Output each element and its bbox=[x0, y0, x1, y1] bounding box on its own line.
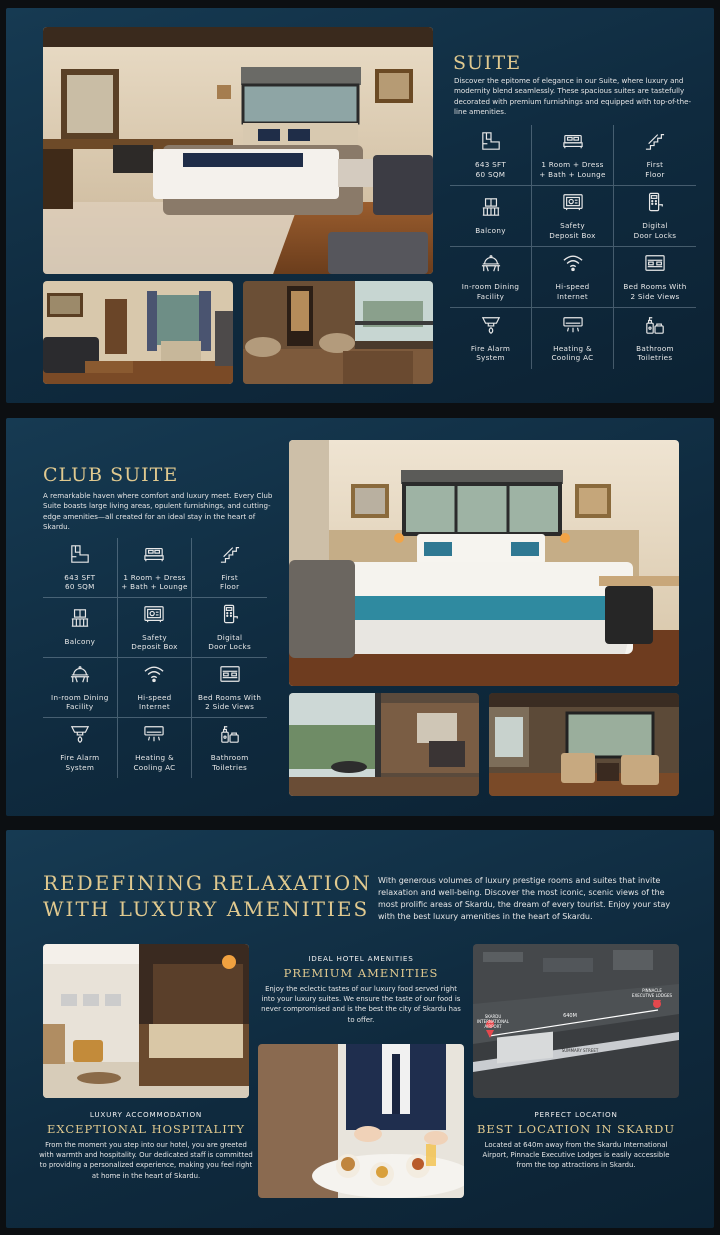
suite-feature-safe bbox=[532, 186, 614, 247]
feature-label: Bed Rooms With 2 Side Views bbox=[198, 692, 262, 711]
suite-feature-digital-lock bbox=[614, 186, 696, 247]
club-suite-feature-wifi bbox=[118, 658, 193, 718]
suite-description: Discover the epitome of elegance in our Suite, where luxury and modernity blend seamlessly. These spacious suites are tastefully decorated with premium furnishings and equipped with top-of-the-line amenities. bbox=[454, 76, 692, 117]
suite-feature-balcony bbox=[450, 186, 532, 247]
club-suite-feature-bed bbox=[118, 538, 193, 598]
safe-icon bbox=[562, 192, 584, 221]
toiletries-icon bbox=[644, 315, 666, 344]
premium-food-service-photo bbox=[258, 1044, 464, 1198]
map-lodges-label: PINNACLE EXECUTIVE LODGES bbox=[631, 988, 673, 998]
club-suite-feature-bed-side-view bbox=[192, 658, 267, 718]
bed-icon bbox=[562, 131, 584, 160]
bed-side-view-icon bbox=[644, 253, 666, 282]
feature-label: Digital Door Locks bbox=[633, 221, 677, 240]
floor-plan-icon bbox=[69, 544, 91, 573]
amenities-intro: With generous volumes of luxury prestige rooms and suites that invite relaxation and well-being. Discover the most iconic, scenic views of the most prolific areas of Skardu, the dream of every tourist. Enjoy your stay with the best luxury amenities in the heart of Skardu. bbox=[378, 876, 671, 921]
premium-text: Enjoy the eclectic tastes of our luxury food served right into your luxury suites. We ensure the taste of our food is never compromised and is the best the city of Skardu has to offer. bbox=[261, 985, 461, 1024]
feature-label: Hi-speed Internet bbox=[137, 692, 172, 711]
club-suite-feature-toiletries bbox=[192, 718, 267, 778]
amenities-heading bbox=[43, 870, 372, 922]
feature-label: Digital Door Locks bbox=[208, 632, 251, 651]
floor-plan-icon bbox=[480, 131, 502, 160]
suite-lounge-photo bbox=[43, 281, 233, 384]
feature-label: Fire Alarm System bbox=[60, 753, 100, 772]
location-map[interactable] bbox=[473, 944, 679, 1098]
feature-label: Balcony bbox=[64, 637, 96, 647]
feature-label: Bathroom Toiletries bbox=[636, 343, 674, 362]
suite-feature-floor-plan bbox=[450, 125, 532, 186]
feature-label: In-room Dining Facility bbox=[461, 282, 520, 301]
map-airport-label: SKARDU INTERNATIONAL AIRPORT bbox=[476, 1014, 510, 1029]
amenities-panel bbox=[6, 830, 714, 1228]
feature-label: 1 Room + Dress + Bath + Lounge bbox=[539, 160, 606, 179]
club-suite-feature-safe bbox=[118, 598, 193, 658]
suite-feature-fire-alarm bbox=[450, 308, 532, 369]
hospitality-text: From the moment you step into our hotel, you are greeted with warmth and hospitality. Our dedicated staff is committed to providing a personalized experience, making you feel right at home in the heart of Skardu. bbox=[39, 1141, 253, 1180]
hospitality-lobby-photo bbox=[43, 944, 249, 1098]
club-suite-lounge-photo bbox=[489, 693, 679, 796]
feature-label: 1 Room + Dress + Bath + Lounge bbox=[121, 572, 188, 591]
digital-lock-icon bbox=[644, 192, 666, 221]
club-suite-bedroom-photo bbox=[289, 440, 679, 686]
feature-label: Bed Rooms With 2 Side Views bbox=[623, 282, 687, 301]
suite-feature-bed bbox=[532, 125, 614, 186]
map-road-label: SUMMARY STREET bbox=[561, 1048, 599, 1053]
location-kicker: PERFECT LOCATION bbox=[534, 1110, 618, 1119]
suite-feature-air-conditioner bbox=[532, 308, 614, 369]
club-suite-feature-balcony bbox=[43, 598, 118, 658]
club-suite-feature-stairs bbox=[192, 538, 267, 598]
toiletries-icon bbox=[219, 724, 241, 753]
wifi-icon bbox=[562, 253, 584, 282]
bed-icon bbox=[143, 544, 165, 573]
stairs-icon bbox=[219, 544, 241, 573]
club-suite-panel bbox=[6, 418, 714, 816]
balcony-icon bbox=[480, 197, 502, 226]
club-suite-feature-dining bbox=[43, 658, 118, 718]
premium-kicker: IDEAL HOTEL AMENITIES bbox=[308, 954, 414, 963]
safe-icon bbox=[143, 604, 165, 633]
feature-label: Heating & Cooling AC bbox=[133, 753, 176, 772]
balcony-icon bbox=[69, 608, 91, 637]
suite-panel bbox=[6, 8, 714, 403]
fire-alarm-icon bbox=[69, 724, 91, 753]
feature-label: First Floor bbox=[219, 572, 240, 591]
map-distance-label: 640M bbox=[563, 1013, 577, 1019]
air-conditioner-icon bbox=[143, 724, 165, 753]
club-suite-feature-floor-plan bbox=[43, 538, 118, 598]
wifi-icon bbox=[143, 664, 165, 693]
club-suite-feature-digital-lock bbox=[192, 598, 267, 658]
club-suite-feature-fire-alarm bbox=[43, 718, 118, 778]
stairs-icon bbox=[644, 131, 666, 160]
hospitality-title: EXCEPTIONAL HOSPITALITY bbox=[46, 1122, 245, 1136]
location-title: BEST LOCATION IN SKARDU bbox=[476, 1122, 676, 1136]
digital-lock-icon bbox=[219, 604, 241, 633]
location-text: Located at 640m away from the Skardu International Airport, Pinnacle Executive Lodges is easily accessible from the top attractions in Skardu. bbox=[482, 1141, 670, 1170]
feature-label: Safety Deposit Box bbox=[549, 221, 596, 240]
bed-side-view-icon bbox=[219, 664, 241, 693]
amenities-heading-line-2: WITH LUXURY AMENITIES bbox=[43, 897, 370, 921]
hospitality-kicker: LUXURY ACCOMMODATION bbox=[89, 1110, 203, 1119]
feature-label: Hi-speed Internet bbox=[555, 282, 590, 301]
feature-label: Bathroom Toiletries bbox=[210, 753, 249, 772]
suite-feature-dining bbox=[450, 247, 532, 308]
suite-feature-wifi bbox=[532, 247, 614, 308]
suite-dining-photo bbox=[243, 281, 433, 384]
suite-bedroom-photo bbox=[43, 27, 433, 274]
suite-features-grid bbox=[450, 125, 696, 369]
feature-label: 643 SFT 60 SQM bbox=[474, 160, 507, 179]
amenities-heading-line-1: REDEFINING RELAXATION bbox=[43, 871, 372, 895]
club-suite-balcony-photo bbox=[289, 693, 479, 796]
suite-title: SUITE bbox=[453, 52, 522, 74]
fire-alarm-icon bbox=[480, 315, 502, 344]
dining-icon bbox=[69, 664, 91, 693]
feature-label: Heating & Cooling AC bbox=[551, 343, 594, 362]
club-suite-title: CLUB SUITE bbox=[43, 464, 179, 486]
feature-label: Safety Deposit Box bbox=[131, 632, 178, 651]
feature-label: Fire Alarm System bbox=[470, 343, 511, 362]
premium-title: PREMIUM AMENITIES bbox=[283, 966, 439, 980]
feature-label: First Floor bbox=[645, 160, 665, 179]
air-conditioner-icon bbox=[562, 315, 584, 344]
feature-label: Balcony bbox=[475, 225, 506, 235]
club-suite-description: A remarkable haven where comfort and luxury meet. Every Club Suite boasts large living areas, opulent furnishings, and cutting-edge amenities—all created for an ideal stay in the heart of Skardu. bbox=[43, 491, 273, 532]
club-suite-features-grid bbox=[43, 538, 267, 778]
suite-feature-bed-side-view bbox=[614, 247, 696, 308]
suite-feature-toiletries bbox=[614, 308, 696, 369]
dining-icon bbox=[480, 253, 502, 282]
club-suite-feature-air-conditioner bbox=[118, 718, 193, 778]
suite-feature-stairs bbox=[614, 125, 696, 186]
feature-label: 643 SFT 60 SQM bbox=[64, 572, 96, 591]
feature-label: In-room Dining Facility bbox=[51, 692, 109, 711]
